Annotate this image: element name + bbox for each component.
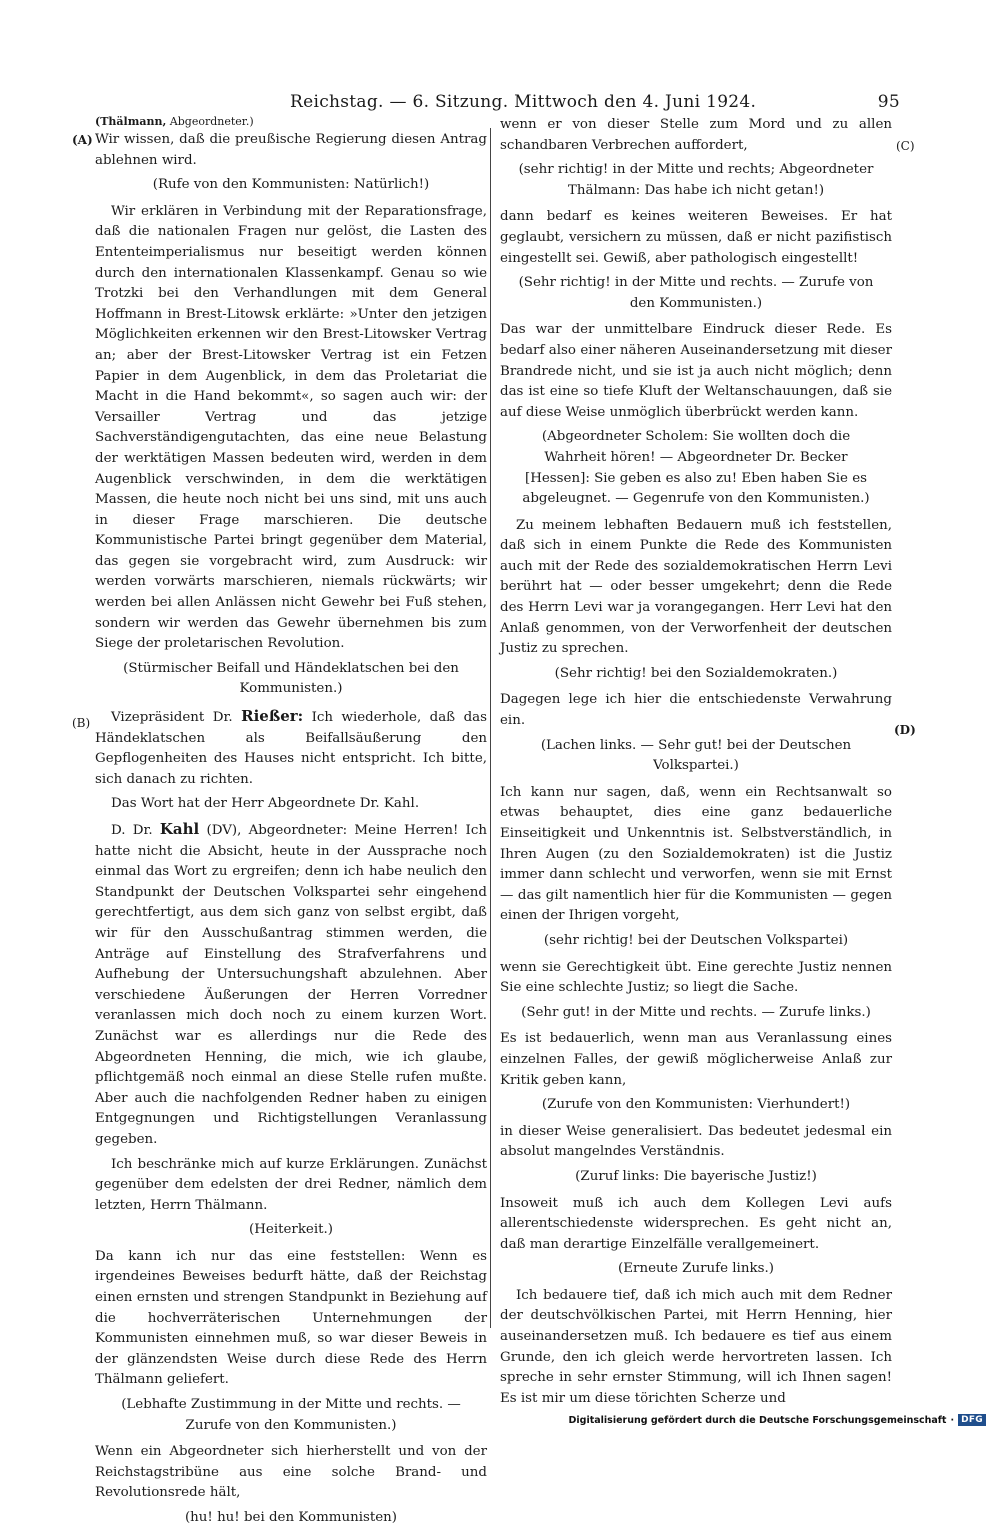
speech-text: Ich wiederhole, daß das Händeklatschen als Beifallsäußerung den Gepflogenheiten des Hauses nicht entspricht. Ich bitte, sich danach zu richten. (95, 710, 487, 787)
interjection: (Sehr richtig! bei den Sozialdemokraten.) (554, 665, 838, 681)
paragraph: dann bedarf es keines weiteren Beweises. Er hat geglaubt, versichern zu müssen, daß er nicht pazifistisch eingestellt sei. Gewiß, aber pathologisch eingestellt! (500, 209, 892, 266)
interjection: (Heiterkeit.) (249, 1222, 333, 1238)
speaker-name: Kahl (159, 820, 200, 838)
paragraph: Wenn ein Abgeordneter sich hierherstellt und von der Reichstagstribüne aus eine solche Brand- und Revolutionsrede hält, (95, 1444, 487, 1501)
paragraph: wenn sie Gerechtigkeit übt. Eine gerechte Justiz nennen Sie eine schlechte Justiz; so liegt die Sache. (500, 959, 892, 996)
interjection: (Lachen links. — Sehr gut! bei der Deutschen Volkspartei.) (540, 737, 852, 774)
paragraph: Das war der unmittelbare Eindruck dieser Rede. Es bedarf also einer näheren Auseinandersetzung mit dieser Brandrede nicht, und sie ist ja auch nicht möglich; denn das ist eine so tiefe Kluft der Weltanschauungen, daß sie auf diese Weise unmöglich überbrückt werden kann. (500, 322, 892, 420)
margin-marker-a: (A) (72, 133, 93, 147)
paragraph: Ich bedauere tief, daß ich mich auch mit dem Redner der deutschvölkischen Partei, mit Herrn Henning, hier auseinandersetzen muß. Ich bedauere es tief aus einem Grunde, den ich gleich werde hervortreten lassen. Ich spreche in sehr ernster Stimmung, will ich Ihnen sagen! Es ist mir um diese törichten Scherze und (500, 1287, 892, 1406)
interjection: (Sehr gut! in der Mitte und rechts. — Zurufe links.) (521, 1004, 871, 1020)
column-divider (490, 128, 491, 1328)
paragraph: Ich kann nur sagen, daß, wenn ein Rechtsanwalt so etwas behauptet, dies eine ganz bedauerliche Einseitigkeit und Unkenntnis ist. Selbstverständlich, in Ihren Augen (zu den Sozialdemokraten) ist die Justiz immer dann schlecht und verworfen, wenn sie mit Ernst — das gilt namentlich hier für die Kommunisten — gegen einen der Ihrigen vorgeht, (500, 784, 892, 924)
right-column (500, 115, 892, 1413)
interjection: (Lebhafte Zustimmung in der Mitte und rechts. — Zurufe von den Kommunisten.) (121, 1397, 461, 1433)
paragraph: Das Wort hat der Herr Abgeordnete Dr. Kahl. (111, 796, 420, 812)
interjection: (hu! hu! bei den Kommunisten) (184, 1510, 398, 1525)
speaker-title: Vizepräsident Dr. (111, 710, 233, 726)
speaker-name: (Thälmann, (95, 115, 167, 128)
paragraph: Zu meinem lebhaften Bedauern muß ich feststellen, daß sich in einem Punkte die Rede des Kommunisten auch mit der Rede des sozialdemokratischen Herrn Levi berührt hat — oder besser umgekehrt; denn die Rede des Herrn Levi war ja vorangegangen. Herr Levi hat den Anlaß genommen, von der Verworfenheit der deutschen Justiz zu sprechen. (500, 517, 892, 657)
interjection: (Erneute Zurufe links.) (618, 1261, 774, 1277)
page-number: 95 (877, 92, 900, 112)
paragraph: Insoweit muß ich auch dem Kollegen Levi aufs allerentschiedenste widersprechen. Es geht nicht an, daß man derartige Einzelfälle verallgemeinert. (500, 1195, 892, 1252)
speaker-title: D. Dr. (111, 823, 153, 838)
funding-text: Digitalisierung gefördert durch die Deutsche Forschungsgemeinschaft (568, 1414, 947, 1426)
speaker-role: Abgeordneter.) (169, 115, 254, 128)
paragraph: Ich beschränke mich auf kurze Erklärungen. Zunächst gegenüber dem edelsten der drei Redner, nämlich dem letzten, Herrn Thälmann. (95, 1156, 487, 1213)
paragraph: Es ist bedauerlich, wenn man aus Veranlassung eines einzelnen Falles, der gewiß möglicherweise Anlaß zur Kritik geben kann, (500, 1031, 892, 1088)
interjection: (sehr richtig! in der Mitte und rechts; Abgeordneter Thälmann: Das habe ich nicht getan!) (518, 162, 874, 198)
running-title: Reichstag. — 6. Sitzung. Mittwoch den 4. Juni 1924. (290, 92, 757, 112)
margin-marker-c: (C) (896, 139, 915, 153)
paragraph: Dagegen lege ich hier die entschiedenste Verwahrung ein. (500, 692, 892, 729)
interjection: (Abgeordneter Scholem: Sie wollten doch die Wahrheit hören! — Abgeordneter Dr. Becker [Hessen]: Sie geben es also zu! Eben haben Sie es abgeleugnet. — Gegenrufe von den Kommunisten.) (522, 429, 870, 507)
paragraph: Da kann ich nur das eine feststellen: Wenn es irgendeines Beweises bedurft hätte, daß der Reichstag einen ernsten und strengen Standpunkt in Beziehung auf die hochverräterischen Unternehmungen der Kommunisten einnehmen muß, so war dieser Beweis in der glänzendsten Weise durch diese Rede des Herrn Thälmann geliefert. (95, 1248, 487, 1388)
interjection: (sehr richtig! bei der Deutschen Volkspartei) (543, 932, 849, 948)
speaker-continuation (95, 115, 487, 129)
left-column (95, 115, 487, 1535)
margin-marker-b: (B) (72, 716, 91, 730)
speech-text: (DV), Abgeordneter: Meine Herren! Ich hatte nicht die Absicht, heute in der Aussprache noch einmal das Wort zu ergreifen; denn ich habe neulich den Standpunkt der Deutschen Volkspartei sehr eingehend gerechtfertigt, aus dem sich ganz von selbst ergibt, daß wir für den Ausschußantrag stimmen werden, die Anträge auf Einstellung des Strafverfahrens und Aufhebung der Untersuchungshaft abzulehnen. Aber verschiedene Äußerungen der Herren Vorredner veranlassen mich doch noch zu einem kurzen Wort. Zunächst war es allerdings nur die Rede des Abgeordneten Henning, die mich, wie ich glaube, pflichtgemäß noch einmal an diese Stelle rufen mußte. Aber auch die nachfolgenden Redner haben zu einigen Entgegnungen und Richtigstellungen Veranlassung gegeben. (95, 823, 487, 1147)
page-header (290, 92, 900, 116)
speaker-name: Rießer: (241, 707, 304, 726)
paragraph: wenn er von dieser Stelle zum Mord und zu allen schandbaren Verbrechen auffordert, (500, 117, 892, 153)
speaker-paragraph (95, 706, 487, 790)
margin-marker-d: (D) (894, 723, 916, 737)
paragraph: Wir erklären in Verbindung mit der Reparationsfrage, daß die nationalen Fragen nur gelöst, die Lasten des Ententeimperialismus nur beseitigt werden können durch den internationalen Klassenkampf. Genau so wie Trotzki bei den Verhandlungen mit dem General Hoffmann in Brest-Litowsk erklärte: »Unter den jetzigen Möglichkeiten erkennen wir den Brest-Litowsker Vertrag an; aber der Brest-Litowsker Vertrag ist ein Fetzen Papier in dem Augenblick, in dem das Proletariat die Macht in die Hand bekommt«, so sagen auch wir: der Versailler Vertrag und das jetzige Sachverständigengutachten, das eine neue Belastung der werktätigen Massen bedeuten wird, werden in dem Augenblick verschwinden, in dem die werktätigen Massen, die heute noch nicht bei uns sind, mit uns auch in dieser Frage marschieren. Die deutsche Kommunistische Partei bringt gegenüber dem Material, das gegen sie vorgebracht wird, zum Ausdruck: wir werden vorwärts marschieren, niemals rückwärts; wir werden bei allen Anlässen nicht Gewehr bei Fuß stehen, sondern wir werden das Gewehr übernehmen bis zum Siege der proletarischen Revolution. (95, 203, 487, 652)
paragraph: in dieser Weise generalisiert. Das bedeutet jedesmal ein absolut mangelndes Verständnis. (500, 1123, 892, 1160)
paragraph: Wir wissen, daß die preußische Regierung diesen Antrag ablehnen wird. (95, 132, 487, 168)
interjection: (Zuruf links: Die bayerische Justiz!) (575, 1168, 817, 1184)
dfg-logo-separator: · (950, 1414, 955, 1426)
funding-footer (569, 1412, 987, 1428)
interjection: (Stürmischer Beifall und Händeklatschen bei den Kommunisten.) (123, 660, 459, 697)
dfg-logo: DFG (958, 1414, 986, 1426)
interjection: (Zurufe von den Kommunisten: Vierhundert!) (541, 1097, 851, 1113)
interjection: (Sehr richtig! in der Mitte und rechts. — Zurufe von den Kommunisten.) (518, 275, 874, 311)
speaker-paragraph (95, 819, 487, 1151)
interjection: (Rufe von den Kommunisten: Natürlich!) (152, 177, 430, 193)
